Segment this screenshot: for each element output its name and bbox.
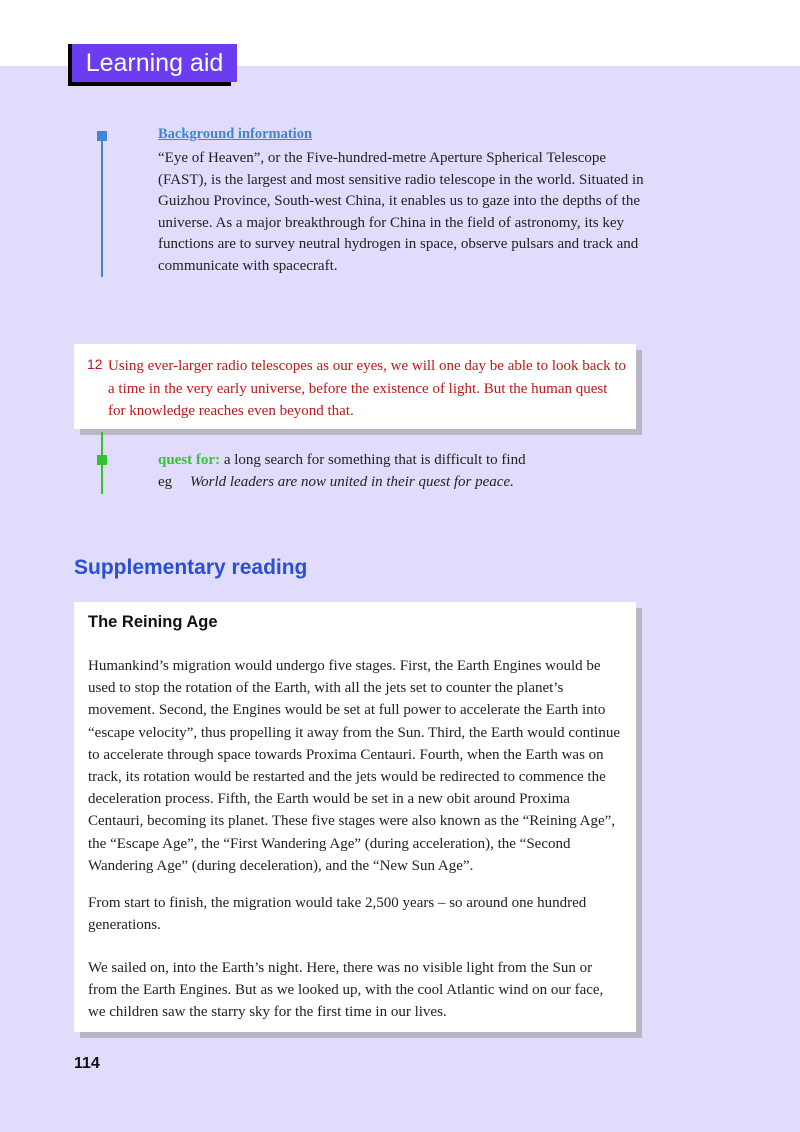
vocab-definition-line — [158, 449, 628, 471]
vocab-term: quest for: — [158, 452, 221, 468]
vocab-example: World leaders are now united in their quest for peace. — [190, 474, 514, 490]
learning-aid-tag: Learning aid — [72, 44, 237, 82]
paragraph-text: Using ever-larger radio telescopes as our eyes, we will one day be able to look back to a time in the very early universe, before the existence of light. But the human quest for knowledge reaches even beyond that. — [108, 358, 626, 419]
vocab-definition: a long search for something that is difficult to find — [220, 452, 526, 468]
vocab-note — [158, 449, 628, 493]
background-text: “Eye of Heaven”, or the Five-hundred-metre Aperture Spherical Telescope (FAST), is the largest and most sensitive radio telescope in the world. Situated in Guizhou Province, South-west China, it enables us to gaze into the depths of the universe. As a major breakthrough for China in the field of astronomy, its key functions are to survey neutral hydrogen in space, observe pulsars and track and communicate with spacecraft. — [158, 150, 644, 274]
eg-label: eg — [158, 474, 173, 490]
vocab-example-line — [158, 471, 628, 493]
background-heading[interactable]: Background information — [158, 126, 313, 142]
story-paragraph: Humankind’s migration would undergo five stages. First, the Earth Engines would be used to stop the rotation of the Earth, with all the jets set to counter the planet’s movement. Second, the Engines would be set at full power to accelerate the Earth into “escape velocity”, thus propelling it away from the Sun. Third, the Earth would continue to accelerate through space towards Proxima Centauri. Fourth, when the Earth was on track, its rotation would be restarted and the jets would be redirected to commence the deceleration process. Fifth, the Earth would be set in a new obit around Proxima Centauri, becoming its planet. These five stages were also known as the “Reining Age”, the “Escape Age”, the “First Wandering Age” (during acceleration), the “Second Wandering Age” (during deceleration), and the “New Sun Age”. — [88, 658, 621, 874]
note-marker-icon — [97, 131, 107, 141]
story-title: The Reining Age — [88, 613, 218, 631]
page-number: 114 — [74, 1055, 100, 1072]
story-paragraph: We sailed on, into the Earth’s night. Here, there was no visible light from the Sun or from the Earth Engines. But as we looked up, with the cool Atlantic wind on our face, we children saw the starry sky for the first time in our lives. — [88, 960, 604, 1021]
note-line — [101, 141, 103, 277]
vocab-marker-icon — [97, 455, 107, 465]
supplementary-heading: Supplementary reading — [74, 556, 308, 579]
story-paragraph: From start to finish, the migration would take 2,500 years – so around one hundred generations. — [88, 895, 587, 934]
paragraph-number: 12 — [87, 356, 103, 372]
